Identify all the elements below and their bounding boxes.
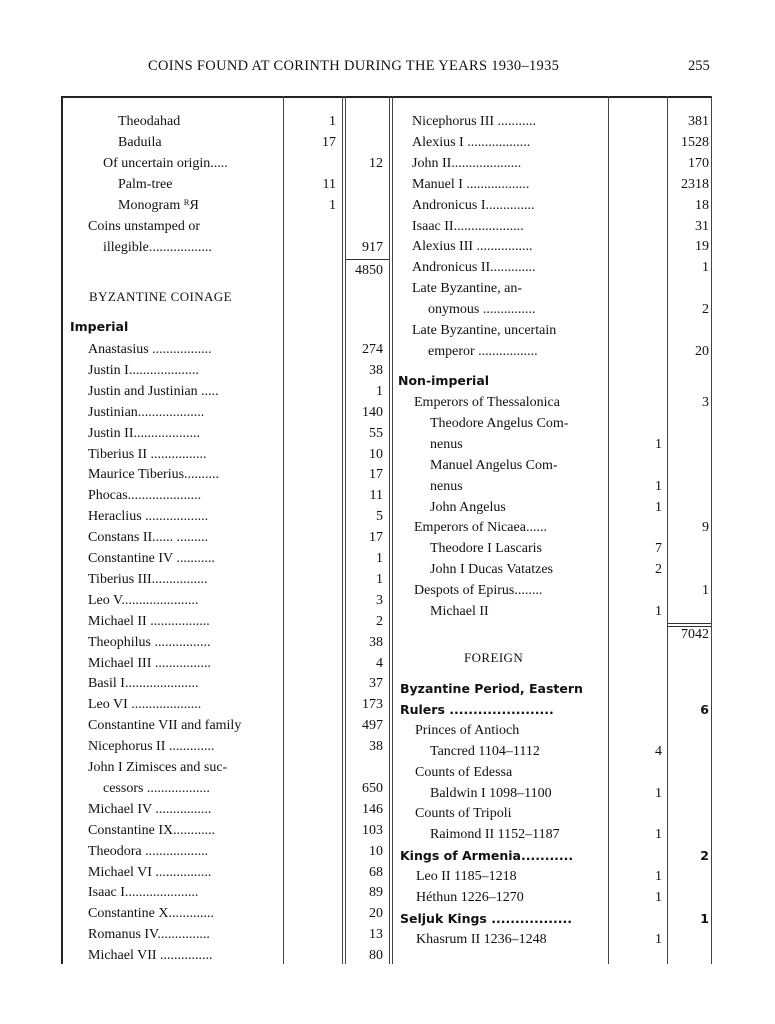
row-label: Kings of Armenia...........	[400, 848, 574, 864]
running-header	[0, 58, 775, 78]
total-value: 3	[702, 395, 709, 410]
table-row	[0, 321, 775, 341]
table-row	[0, 721, 775, 741]
row-label: Justin and Justinian .....	[88, 383, 219, 399]
total-value: 55	[369, 425, 383, 441]
total-value: 20	[369, 906, 383, 922]
row-label: Andronicus I..............	[412, 197, 535, 213]
count-value: 1	[655, 827, 662, 843]
row-label: Leo V......................	[88, 592, 199, 608]
table-row	[0, 258, 775, 278]
row-label: onymous ...............	[428, 302, 536, 318]
total-value: 1528	[681, 134, 709, 150]
row-label: Theodahad	[118, 114, 181, 129]
table-row	[0, 888, 775, 908]
row-label: Justin I....................	[88, 362, 199, 378]
row-label: John Angelus	[430, 499, 506, 515]
row-label: Héthun 1226–1270	[416, 890, 524, 905]
count-value: 1	[655, 869, 662, 885]
row-label: Michael VI ................	[88, 864, 212, 880]
total-value: 2318	[681, 176, 709, 192]
row-label: Khasrum II 1236–1248	[416, 931, 547, 947]
row-label: Nicephorus II .............	[88, 739, 215, 755]
table-row	[0, 154, 775, 174]
row-label: Justinian...................	[88, 404, 205, 420]
row-label: Baduila	[118, 135, 162, 150]
count-value: 1	[655, 436, 662, 452]
table-row	[0, 742, 775, 762]
table-row	[0, 300, 775, 320]
total-value: 381	[688, 114, 709, 129]
total-value: 11	[369, 488, 383, 504]
total-value: 103	[362, 822, 383, 838]
row-label: Nicephorus III ...........	[412, 114, 537, 129]
count-value: 1	[655, 890, 662, 905]
row-label: Theophilus ................	[88, 634, 211, 650]
total-value: 10	[369, 446, 383, 462]
row-label: Emperors of Thessalonica	[414, 395, 560, 410]
table-row	[0, 393, 775, 413]
row-label: Late Byzantine, an-	[412, 281, 523, 297]
row-label: Heraclius ..................	[88, 509, 209, 525]
total-value: 2	[376, 613, 383, 629]
row-label: Palm-tree	[118, 177, 173, 192]
table-row	[0, 112, 775, 132]
total-value: 1	[700, 910, 709, 926]
row-label: Justin II...................	[88, 425, 200, 441]
row-label: nenus	[430, 436, 463, 452]
total-value: 1	[376, 571, 383, 587]
total-value: 650	[362, 780, 383, 796]
total-value: 3	[376, 592, 383, 608]
row-label: Theodora ..................	[88, 843, 209, 859]
row-label: Romanus IV...............	[88, 927, 210, 943]
table-row	[0, 175, 775, 195]
row-label: Michael II	[430, 604, 489, 619]
row-label: emperor .................	[428, 343, 538, 359]
count-value: 1	[329, 114, 336, 129]
total-value: 12	[369, 156, 383, 171]
total-value: 140	[362, 404, 383, 420]
page-title: COINS FOUND AT CORINTH DURING THE YEARS 1930–1935	[148, 58, 560, 74]
total-value: 5	[376, 509, 383, 525]
row-label: Theodore I Lascaris	[430, 541, 542, 557]
table-row	[0, 581, 775, 601]
row-label: Emperors of Nicaea......	[414, 520, 547, 536]
row-label: Constantine IX............	[88, 822, 216, 838]
row-label: Raimond II 1152–1187	[430, 827, 560, 843]
table-row	[0, 196, 775, 216]
section-heading-byzantine: BYZANTINE COINAGE	[89, 289, 232, 304]
row-label: Constantine VII and family	[88, 718, 242, 734]
total-value: 20	[695, 343, 709, 359]
row-label: Theodore Angelus Com-	[430, 415, 569, 431]
row-label: Phocas.....................	[88, 488, 202, 504]
count-value: 1	[329, 198, 336, 213]
count-value: 1	[655, 785, 662, 801]
row-label: Constantine X.............	[88, 906, 214, 922]
row-label: John I Ducas Vatatzes	[430, 562, 553, 578]
total-value: 38	[369, 739, 383, 755]
table-row	[0, 435, 775, 455]
total-value: 2	[702, 302, 709, 318]
row-label: John II....................	[412, 155, 522, 171]
table-row	[0, 518, 775, 538]
row-label: Michael VII ...............	[88, 948, 213, 964]
count-value: 1	[655, 478, 662, 494]
count-value: 1	[655, 604, 662, 619]
grand-total-value: 7042	[681, 627, 709, 642]
total-value: 37	[369, 676, 383, 692]
row-label: Despots of Epirus........	[414, 583, 543, 599]
total-value: 170	[688, 155, 709, 171]
row-label: Tiberius III................	[88, 571, 208, 587]
row-label: Rulers ......................	[400, 701, 554, 717]
row-label: Tancred 1104–1112	[430, 743, 540, 759]
table-row	[0, 602, 775, 622]
total-value: 17	[369, 530, 383, 546]
table-row	[0, 498, 775, 518]
table-row	[0, 361, 775, 381]
row-label: Tiberius II ................	[88, 446, 207, 462]
count-value: 4	[655, 743, 662, 759]
table-row	[0, 414, 775, 434]
total-value: 18	[695, 197, 709, 213]
subheading-imperial: Imperial	[70, 319, 129, 334]
total-value: 146	[362, 801, 383, 817]
count-value: 11	[322, 177, 336, 192]
row-label: Princes of Antioch	[415, 722, 520, 738]
count-value: 7	[655, 541, 662, 557]
row-label: Constans II...... .........	[88, 530, 209, 546]
total-value: 1	[376, 551, 383, 566]
table-row	[0, 133, 775, 153]
total-value: 6	[700, 701, 709, 717]
table-row	[0, 477, 775, 497]
table-row	[0, 846, 775, 866]
row-label: Counts of Tripoli	[415, 806, 512, 822]
row-label: Of uncertain origin.....	[103, 156, 228, 171]
total-value: 38	[369, 362, 383, 378]
total-row	[0, 625, 775, 645]
row-label: Manuel I ..................	[412, 176, 530, 192]
table-row	[0, 930, 775, 950]
total-value: 19	[695, 239, 709, 255]
table-row	[0, 456, 775, 476]
row-label: Maurice Tiberius..........	[88, 467, 220, 483]
total-value: 17	[369, 467, 383, 483]
total-value: 173	[362, 697, 383, 713]
table-row	[0, 237, 775, 257]
count-value: 1	[655, 499, 662, 515]
section-heading-foreign: FOREIGN	[464, 650, 524, 665]
table-row	[0, 342, 775, 362]
total-value: 497	[362, 718, 383, 734]
table-row	[0, 560, 775, 580]
total-value: 9	[702, 520, 709, 536]
table-top-rule	[61, 96, 712, 98]
table-row	[0, 804, 775, 824]
count-value: 2	[655, 562, 662, 578]
subtotal-value: 4850	[355, 263, 383, 278]
page-number: 255	[688, 58, 710, 74]
table-row	[0, 539, 775, 559]
row-label: Late Byzantine, uncertain	[412, 323, 557, 338]
table-row	[0, 654, 775, 674]
total-value: 1	[376, 383, 383, 399]
total-value: 68	[369, 864, 383, 880]
row-label: Seljuk Kings .................	[400, 910, 572, 926]
row-label: illegible..................	[103, 240, 212, 255]
row-label: Counts of Edessa	[415, 764, 513, 780]
row-label: Anastasius .................	[88, 342, 212, 357]
table-row	[0, 867, 775, 887]
count-value: 1	[655, 931, 662, 947]
total-value: 1	[702, 583, 709, 599]
subheading-nonimperial: Non-imperial	[398, 373, 490, 388]
row-label: Leo II 1185–1218	[416, 869, 517, 885]
row-label: Isaac I.....................	[88, 885, 199, 901]
count-value: 17	[322, 135, 336, 150]
table-row	[0, 700, 775, 720]
row-label: cessors ..................	[103, 780, 210, 796]
row-label: Basil I.....................	[88, 676, 199, 692]
table-row	[0, 825, 775, 845]
row-label: Coins unstamped or	[88, 219, 200, 234]
total-value: 38	[369, 634, 383, 650]
row-label: nenus	[430, 478, 463, 494]
row-label: Constantine IV ...........	[88, 551, 215, 566]
row-label: Baldwin I 1098–1100	[430, 785, 552, 801]
table-row	[0, 217, 775, 237]
row-label: Michael II .................	[88, 613, 210, 629]
row-label: Michael IV ................	[88, 801, 212, 817]
row-label: Alexius III ................	[412, 239, 533, 255]
table-row	[0, 279, 775, 299]
table-row	[0, 784, 775, 804]
total-value: 1	[702, 260, 709, 276]
total-value: 274	[362, 342, 383, 357]
row-label: Manuel Angelus Com-	[430, 457, 558, 473]
table-row	[0, 679, 775, 699]
row-label: Andronicus II.............	[412, 260, 536, 276]
row-label: John I Zimisces and suc-	[88, 760, 228, 775]
total-value: 10	[369, 843, 383, 859]
total-value: 31	[695, 218, 709, 234]
row-label: Michael III ................	[88, 655, 211, 671]
row-label: Leo VI ....................	[88, 697, 202, 713]
total-value: 89	[369, 885, 383, 901]
total-value: 2	[700, 848, 709, 864]
total-value: 917	[362, 240, 383, 255]
row-label: Isaac II....................	[412, 218, 524, 234]
row-label: Alexius I ..................	[412, 134, 531, 150]
table-row	[0, 763, 775, 783]
table-row	[0, 909, 775, 929]
total-value: 80	[369, 948, 383, 964]
row-label: Monogram ᴿЯ	[118, 198, 199, 213]
total-value: 13	[369, 927, 383, 943]
total-value: 4	[376, 655, 383, 671]
row-label: Byzantine Period, Eastern	[400, 681, 583, 696]
